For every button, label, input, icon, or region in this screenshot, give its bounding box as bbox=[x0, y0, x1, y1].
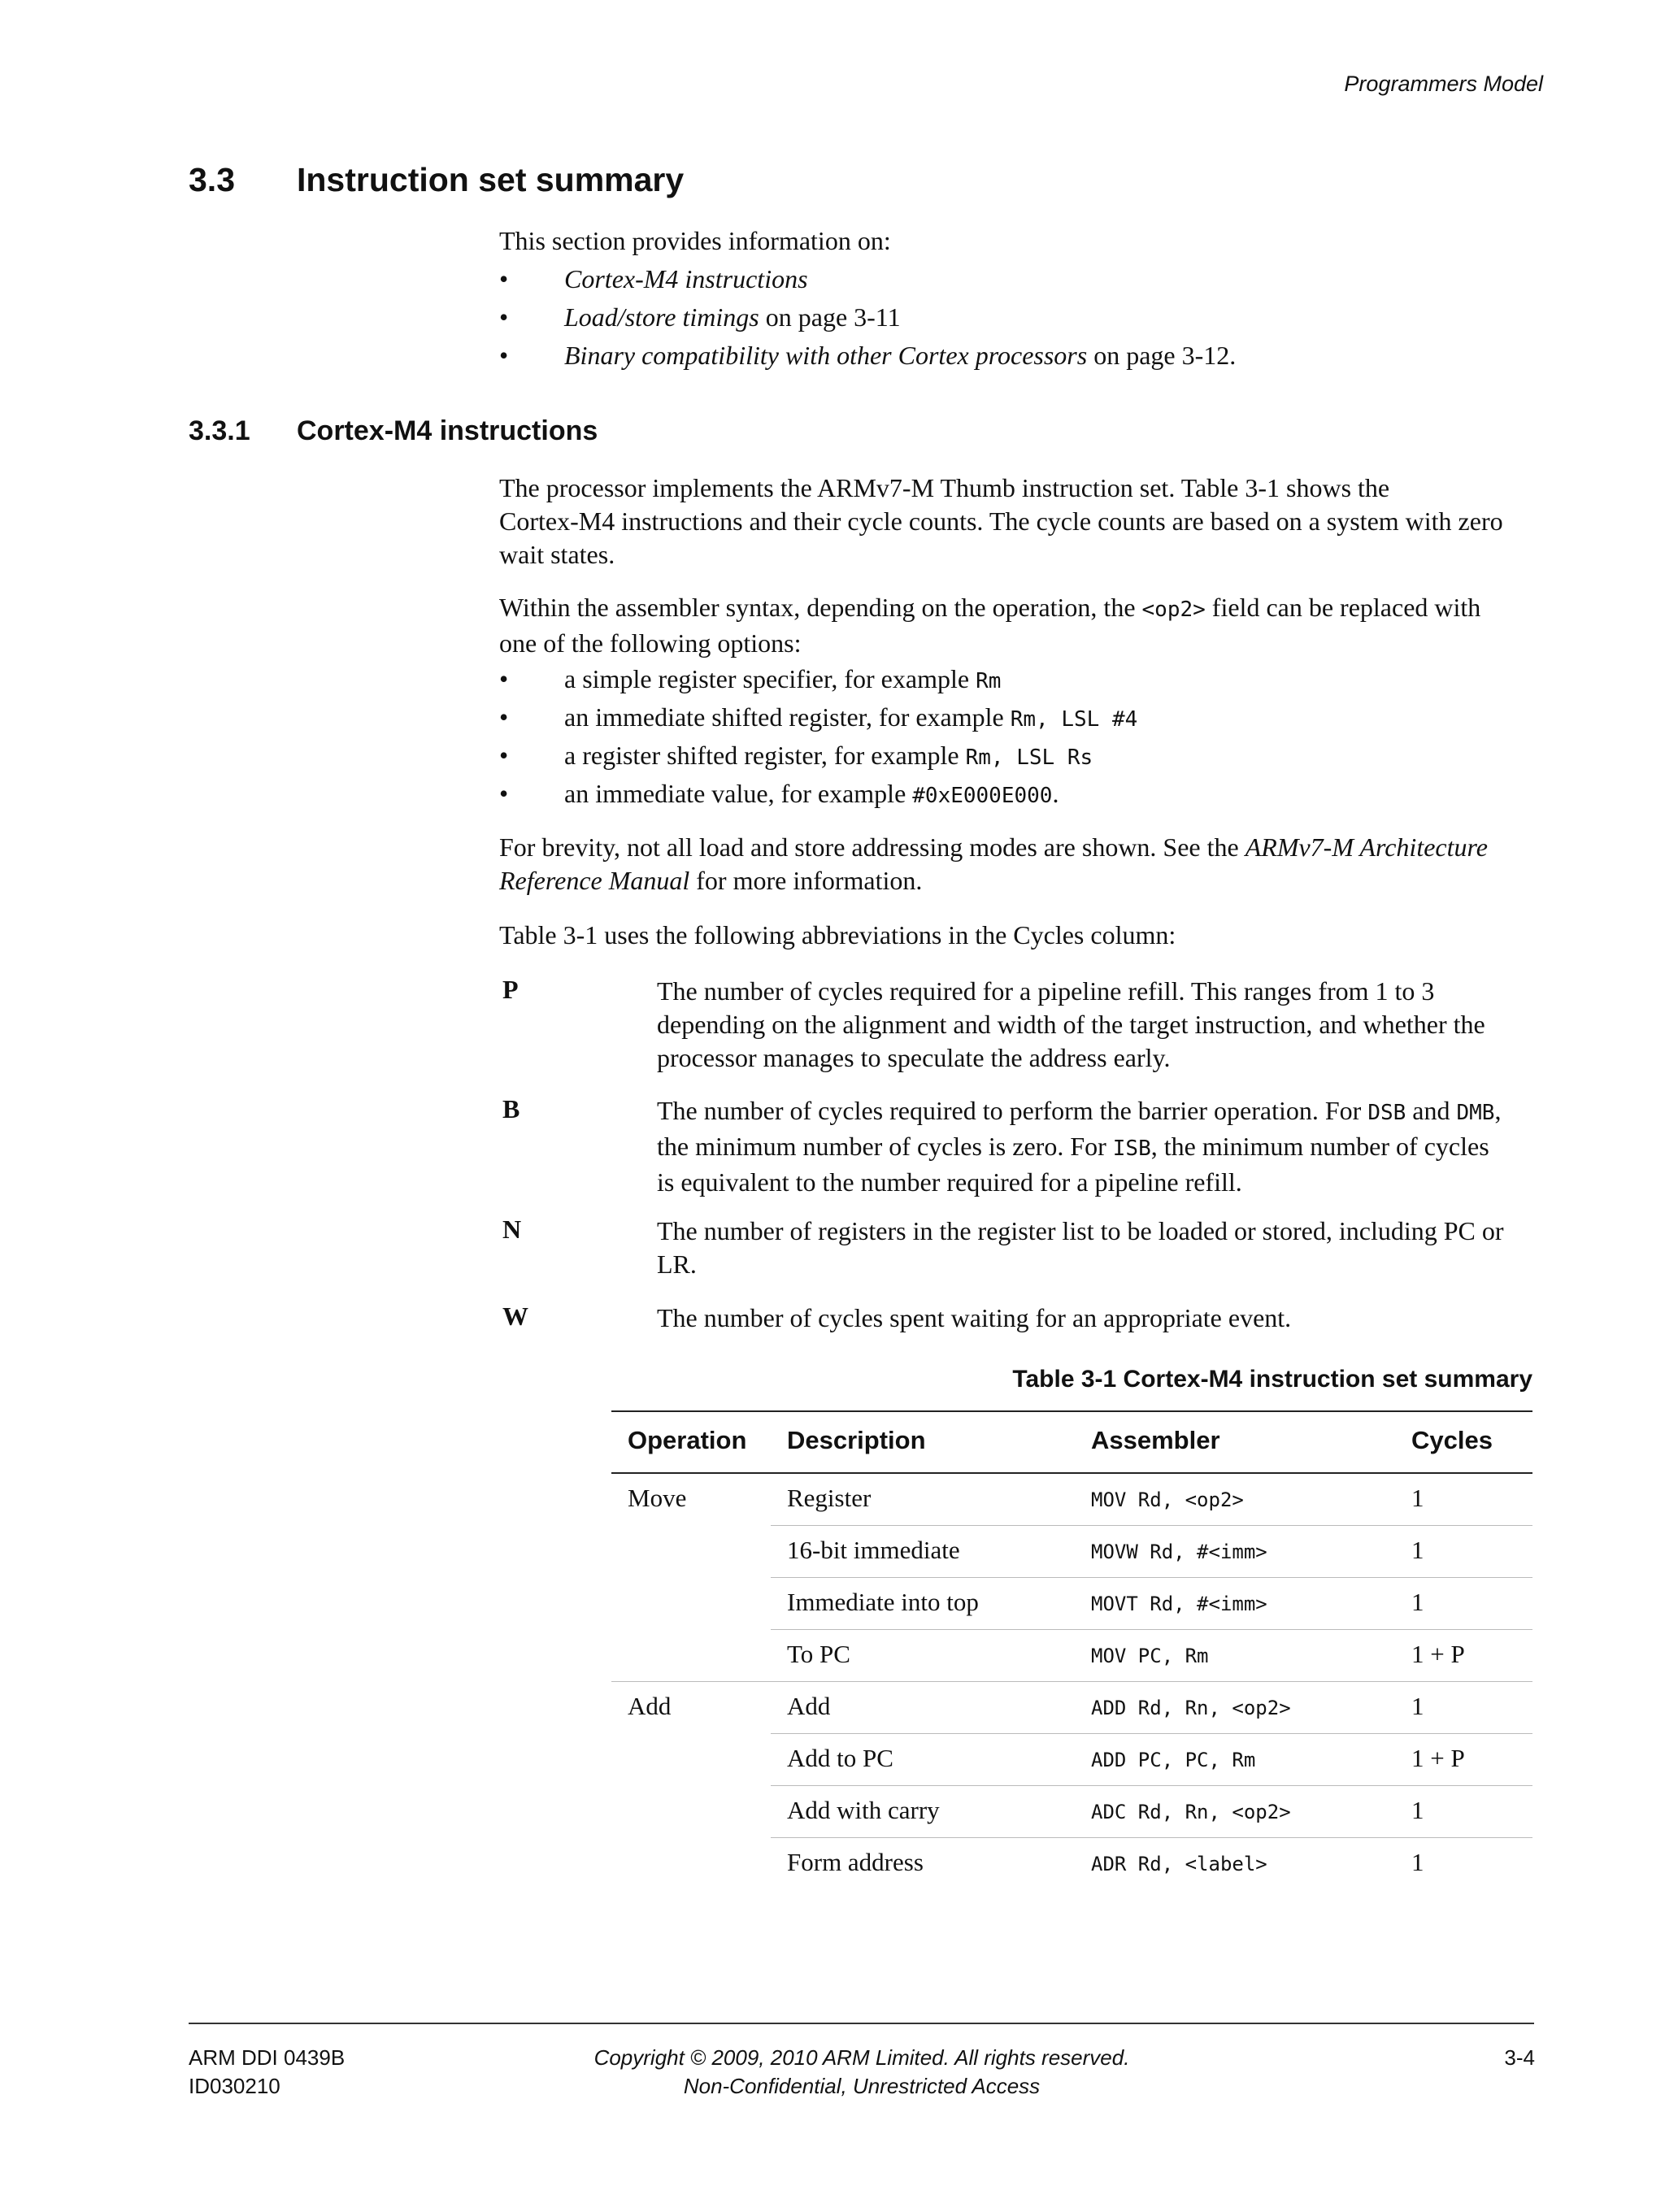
paragraph-intro bbox=[499, 472, 1556, 571]
inline-code: DSB bbox=[1367, 1101, 1406, 1125]
cycles-cell: 1 bbox=[1411, 1692, 1424, 1720]
text-line: Cortex-M4 instructions and their cycle counts. The cycle counts are based on a system with zero bbox=[499, 506, 1503, 536]
assembler-cell: ADC Rd, Rn, <op2> bbox=[1091, 1801, 1291, 1823]
group-divider bbox=[611, 1681, 1532, 1682]
paragraph-brevity bbox=[499, 831, 1556, 897]
footer-revision-id: ID030210 bbox=[189, 2074, 280, 2098]
link-suffix: on page 3-11 bbox=[759, 302, 901, 332]
cycles-cell: 1 + P bbox=[1411, 1744, 1465, 1772]
section-number: 3.3 bbox=[189, 161, 235, 198]
text-line: is equivalent to the number required for a pipeline refill. bbox=[657, 1167, 1242, 1197]
inline-code: Rm bbox=[976, 669, 1002, 693]
text-span: Within the assembler syntax, depending on the operation, the bbox=[499, 593, 1142, 622]
text-line bbox=[657, 1130, 1543, 1166]
text-line: wait states. bbox=[499, 540, 615, 569]
table-caption: Table 3-1 Cortex-M4 instruction set summary bbox=[1012, 1366, 1532, 1393]
bullet-icon: • bbox=[499, 664, 509, 693]
assembler-cell: MOVW Rd, #<imm> bbox=[1091, 1541, 1267, 1563]
assembler-cell: MOV PC, Rm bbox=[1091, 1645, 1209, 1667]
section-link-list bbox=[499, 263, 1556, 385]
manual-reference-link[interactable]: ARMv7-M Architecture bbox=[1245, 832, 1488, 862]
text-line: depending on the alignment and width of the target instruction, and whether the bbox=[657, 1010, 1485, 1039]
description-cell: Add to PC bbox=[787, 1744, 893, 1772]
link-suffix: on page 3-12. bbox=[1087, 341, 1237, 370]
row-divider bbox=[771, 1837, 1532, 1838]
text-span: , bbox=[1494, 1096, 1502, 1125]
text-line: The number of registers in the register list to be loaded or stored, including PC or bbox=[657, 1216, 1504, 1245]
cycles-cell: 1 + P bbox=[1411, 1640, 1465, 1668]
text-line: LR. bbox=[657, 1249, 697, 1279]
text-span: a simple register specifier, for example bbox=[564, 664, 976, 693]
description-cell: 16-bit immediate bbox=[787, 1536, 960, 1564]
footer-page-number: 3-4 bbox=[1504, 2045, 1535, 2070]
column-header-assembler: Assembler bbox=[1091, 1426, 1220, 1454]
row-divider bbox=[771, 1785, 1532, 1786]
row-divider bbox=[771, 1733, 1532, 1734]
definition-text bbox=[657, 975, 1543, 1075]
manual-reference-link[interactable]: Reference Manual bbox=[499, 866, 690, 895]
definition-text bbox=[657, 1094, 1543, 1199]
cross-reference-link[interactable]: Load/store timings bbox=[564, 302, 759, 332]
text-line: The number of cycles spent waiting for an appropriate event. bbox=[657, 1303, 1292, 1332]
description-cell: Add bbox=[787, 1692, 831, 1720]
bullet-icon: • bbox=[499, 779, 509, 808]
description-cell: To PC bbox=[787, 1640, 850, 1668]
definition-term: W bbox=[502, 1302, 528, 1331]
footer-access: Non-Confidential, Unrestricted Access bbox=[683, 2074, 1041, 2098]
inline-code: Rm, LSL Rs bbox=[965, 745, 1093, 770]
text-span: a register shifted register, for example bbox=[564, 741, 966, 770]
section-intro: This section provides information on: bbox=[499, 226, 891, 255]
description-cell: Register bbox=[787, 1484, 872, 1512]
cycles-cell: 1 bbox=[1411, 1848, 1424, 1876]
definition-term: N bbox=[502, 1215, 522, 1244]
op2-option-list bbox=[499, 663, 1556, 817]
table-header-rule bbox=[611, 1472, 1532, 1474]
inline-code: #0xE000E000 bbox=[912, 784, 1053, 808]
inline-code: <op2> bbox=[1141, 598, 1206, 622]
text-span: an immediate value, for example bbox=[564, 779, 913, 808]
description-cell: Add with carry bbox=[787, 1796, 940, 1824]
footer-rule bbox=[189, 2023, 1534, 2024]
paragraph-op2 bbox=[499, 591, 1556, 660]
bullet-icon: • bbox=[499, 264, 509, 293]
table-top-rule bbox=[611, 1410, 1532, 1412]
assembler-cell: ADD Rd, Rn, <op2> bbox=[1091, 1697, 1291, 1719]
bullet-icon: • bbox=[499, 741, 509, 770]
text-span: The number of cycles required to perform the barrier operation. For bbox=[657, 1096, 1368, 1125]
description-cell: Immediate into top bbox=[787, 1588, 979, 1616]
text-line bbox=[499, 591, 1556, 627]
row-divider bbox=[771, 1525, 1532, 1526]
text-line bbox=[499, 831, 1556, 864]
bullet-icon: • bbox=[499, 341, 509, 370]
bullet-icon: • bbox=[499, 702, 509, 732]
assembler-cell: ADD PC, PC, Rm bbox=[1091, 1749, 1256, 1771]
paragraph-abbrev-intro: Table 3-1 uses the following abbreviations in the Cycles column: bbox=[499, 920, 1176, 950]
definition-term: B bbox=[502, 1094, 520, 1123]
column-header-operation: Operation bbox=[628, 1426, 747, 1454]
definition-term: P bbox=[502, 975, 519, 1004]
text-span: For brevity, not all load and store addressing modes are shown. See the bbox=[499, 832, 1245, 862]
footer-doc-id: ARM DDI 0439B bbox=[189, 2045, 346, 2070]
row-divider bbox=[771, 1629, 1532, 1630]
text-span: , the minimum number of cycles bbox=[1150, 1132, 1489, 1161]
inline-code: Rm, LSL #4 bbox=[1010, 707, 1138, 732]
operation-cell: Move bbox=[628, 1484, 687, 1512]
text-line: processor manages to speculate the address early. bbox=[657, 1043, 1171, 1072]
text-span: for more information. bbox=[689, 866, 923, 895]
description-cell: Form address bbox=[787, 1848, 924, 1876]
cross-reference-link[interactable]: Binary compatibility with other Cortex processors bbox=[564, 341, 1088, 370]
cycles-cell: 1 bbox=[1411, 1484, 1424, 1512]
cycles-cell: 1 bbox=[1411, 1588, 1424, 1616]
text-line bbox=[657, 1094, 1543, 1130]
text-span: and bbox=[1406, 1096, 1457, 1125]
subsection-number: 3.3.1 bbox=[189, 415, 250, 446]
column-header-cycles: Cycles bbox=[1411, 1426, 1493, 1454]
operation-cell: Add bbox=[628, 1692, 672, 1720]
column-header-description: Description bbox=[787, 1426, 926, 1454]
text-line: The processor implements the ARMv7-M Thumb instruction set. Table 3-1 shows the bbox=[499, 473, 1390, 502]
text-span: an immediate shifted register, for example bbox=[564, 702, 1011, 732]
subsection-title: Cortex-M4 instructions bbox=[297, 415, 598, 446]
text-line: one of the following options: bbox=[499, 628, 802, 658]
section-title: Instruction set summary bbox=[297, 161, 685, 198]
text-line: The number of cycles required for a pipeline refill. This ranges from 1 to 3 bbox=[657, 976, 1435, 1006]
cycles-cell: 1 bbox=[1411, 1796, 1424, 1824]
footer-copyright: Copyright © 2009, 2010 ARM Limited. All rights reserved. bbox=[593, 2045, 1130, 2070]
definition-text bbox=[657, 1215, 1543, 1281]
assembler-cell: ADR Rd, <label> bbox=[1091, 1853, 1267, 1875]
assembler-cell: MOVT Rd, #<imm> bbox=[1091, 1593, 1267, 1615]
text-span: field can be replaced with bbox=[1205, 593, 1481, 622]
inline-code: ISB bbox=[1112, 1136, 1151, 1161]
text-line bbox=[499, 864, 1556, 897]
cross-reference-link[interactable]: Cortex-M4 instructions bbox=[564, 264, 808, 293]
running-header: Programmers Model bbox=[1344, 72, 1543, 96]
assembler-cell: MOV Rd, <op2> bbox=[1091, 1488, 1244, 1511]
text-span: the minimum number of cycles is zero. For bbox=[657, 1132, 1113, 1161]
inline-code: DMB bbox=[1456, 1101, 1495, 1125]
cycles-cell: 1 bbox=[1411, 1536, 1424, 1564]
text-span: . bbox=[1052, 779, 1059, 808]
row-divider bbox=[771, 1577, 1532, 1578]
definition-text bbox=[657, 1302, 1543, 1335]
bullet-icon: • bbox=[499, 302, 509, 332]
